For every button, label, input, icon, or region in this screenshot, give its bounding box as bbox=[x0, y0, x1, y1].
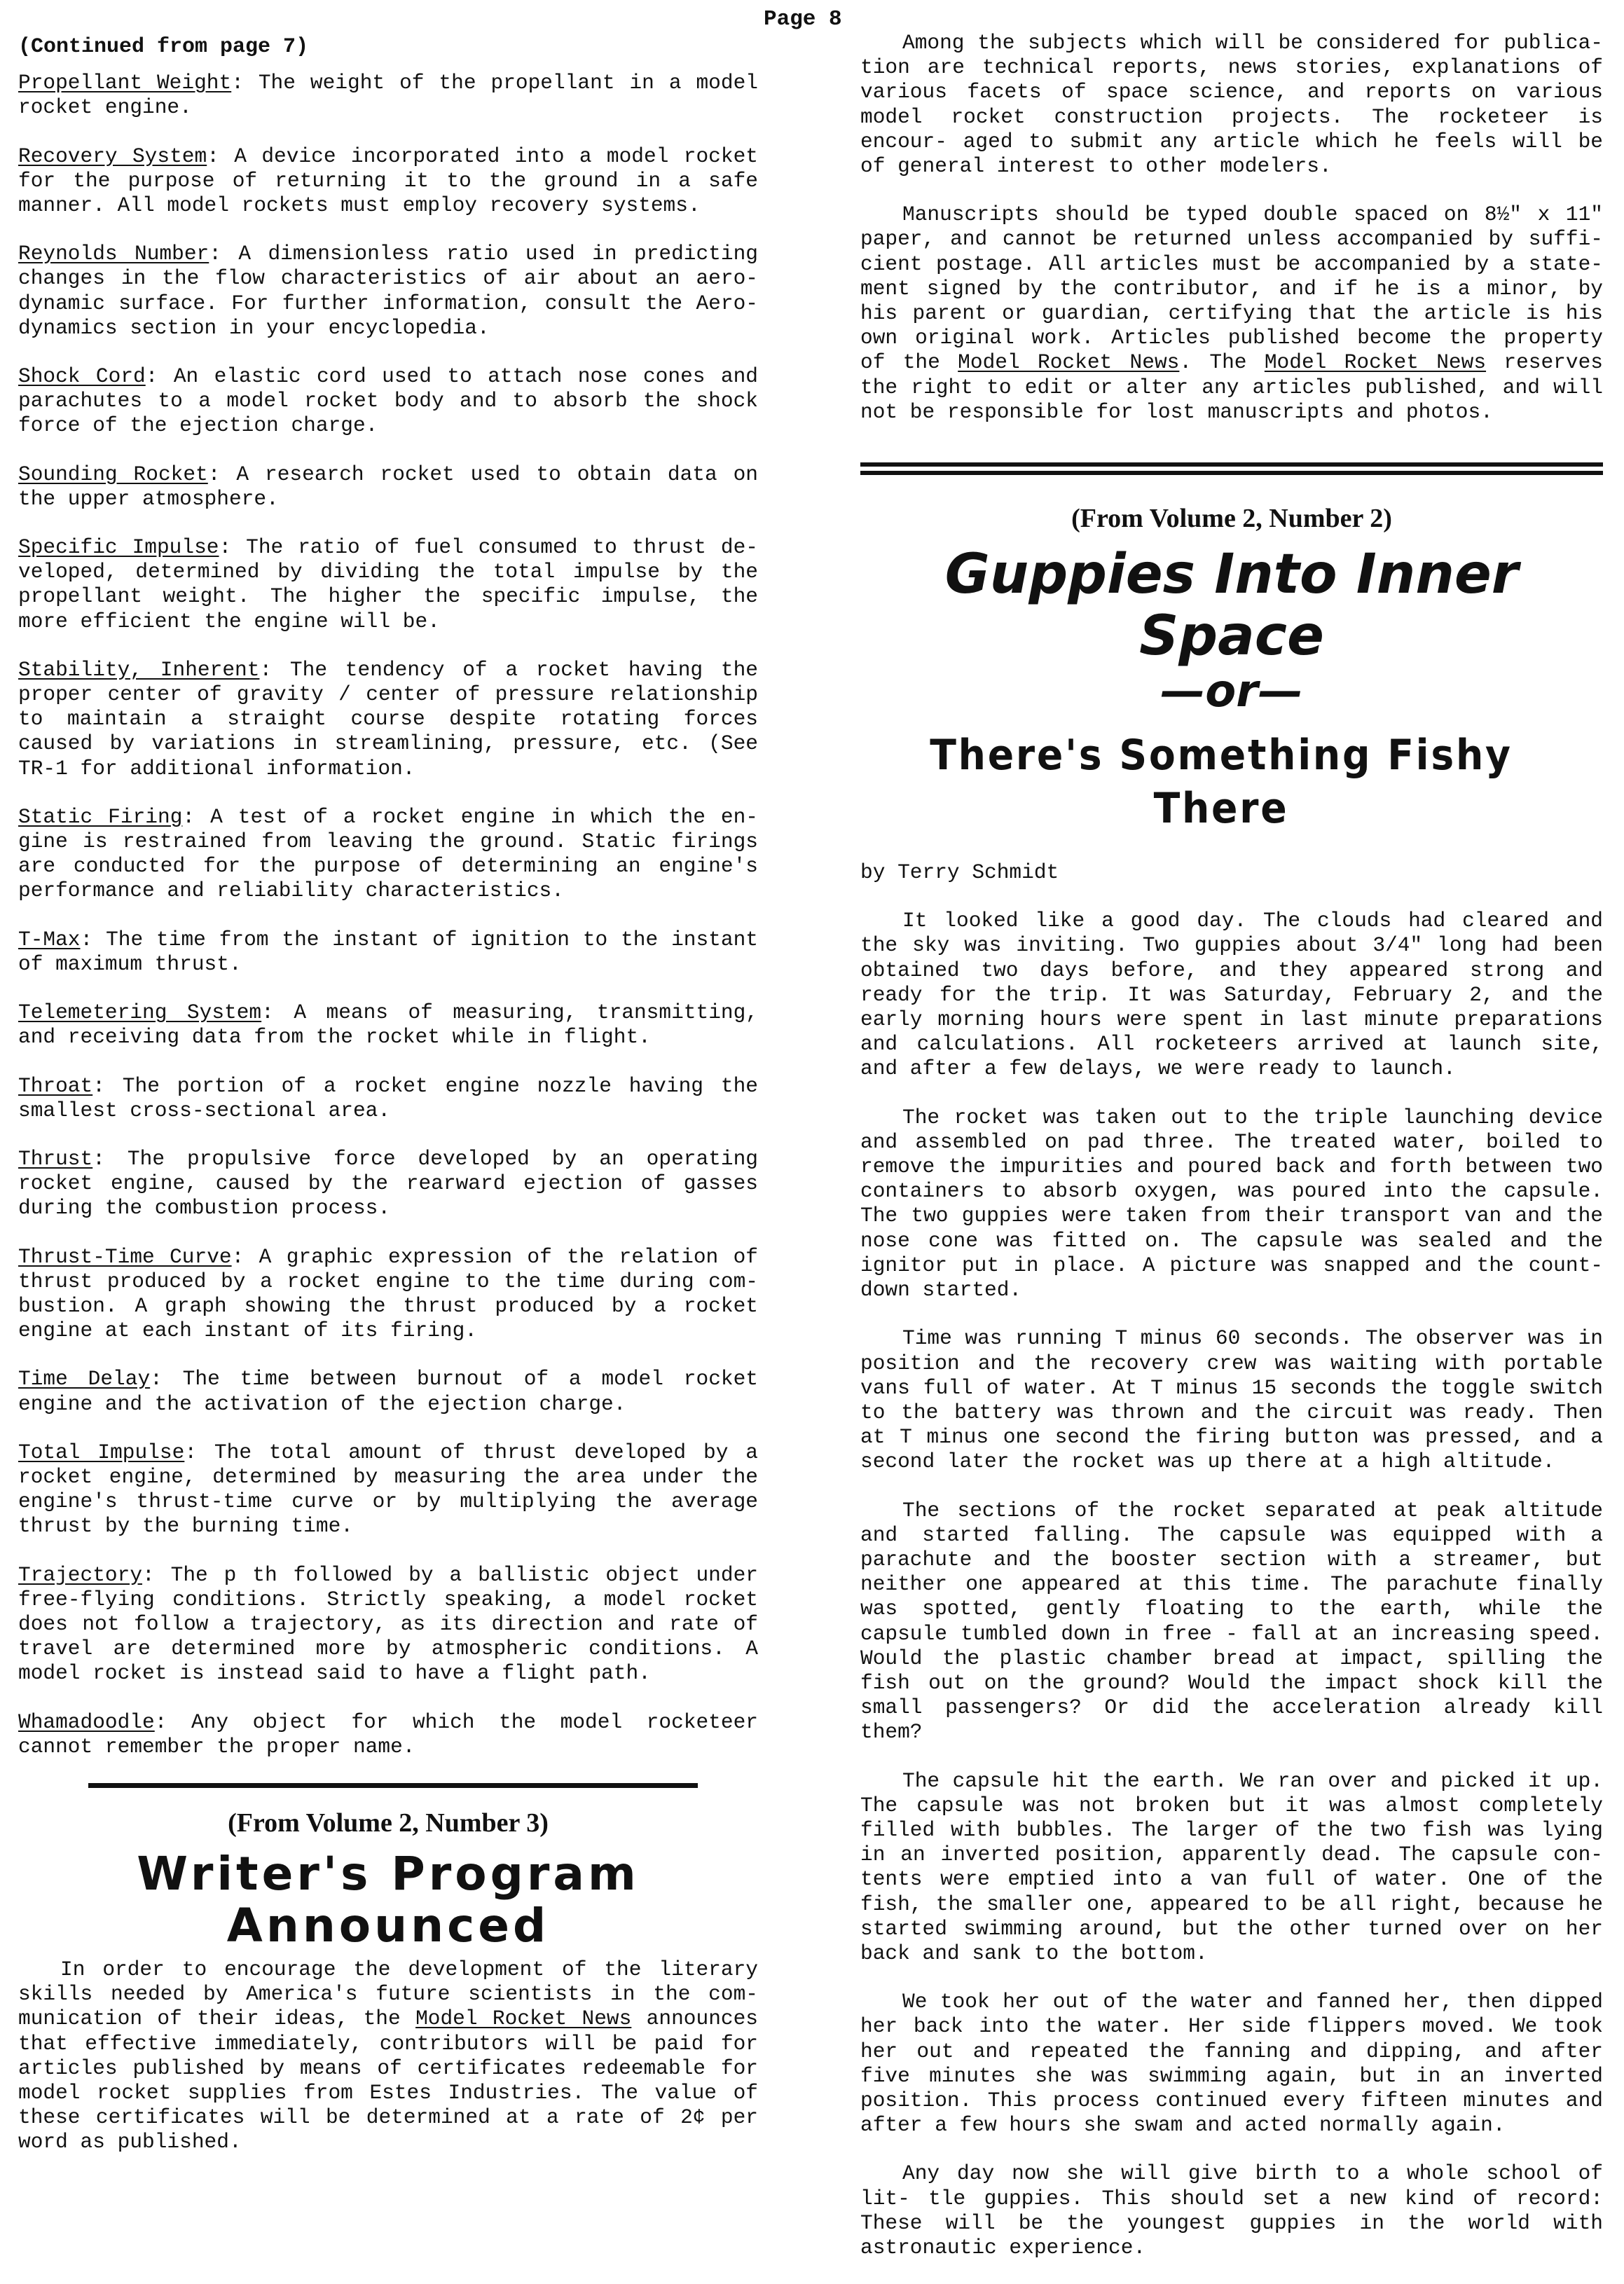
p2-text-c: reserves the right to edit or alter any articles published, and will not be responsible for lost manuscripts and photos. bbox=[860, 350, 1603, 424]
glossary-entry bbox=[18, 1000, 758, 1050]
glossary-term: Trajectory bbox=[18, 1562, 143, 1587]
guppies-subtitle: There's Something Fishy There bbox=[930, 731, 1513, 834]
glossary-definition: : A dimensionless ratio used in predicting changes in the flow characteristics of air about an aero- dynamic surface. For further information, consult the Aero- dynamics section in your encyclopedia. bbox=[18, 242, 758, 340]
glossary-term: Specific Impulse bbox=[18, 535, 219, 560]
writers-program-title bbox=[18, 1848, 758, 1952]
glossary-definition: : A test of a rocket engine in which the en- gine is restrained from leaving the ground. Static firings are conducted for the purpose of determining an engine's performance and reliability characteristics. bbox=[18, 804, 758, 903]
story-paragraph: The rocket was taken out to the triple launching device and assembled on pad three. The treated water, boiled to remove the impurities and poured back and forth between two containers to absorb oxygen, was poured into the capsule. The two guppies were taken from their transport van and the nose cone was fitted on. The capsule was sealed and the ignitor put in place. A picture was snapped and the count- down started. bbox=[860, 1105, 1603, 1302]
glossary-list bbox=[18, 71, 758, 1759]
writers-program-title-line1: Writer's Program bbox=[137, 1846, 640, 1901]
glossary-entry bbox=[18, 1147, 758, 1221]
writers-program-source: (From Volume 2, Number 3) bbox=[228, 1808, 549, 1838]
guppies-title: Guppies Into Inner Space bbox=[944, 543, 1519, 668]
glossary-definition: : The tendency of a rocket having the proper center of gravity / center of pressure relationship to maintain a straight course despite rotating forces caused by variations in streamlining, pressure, etc. (See TR-1 for additional information. bbox=[18, 657, 758, 780]
byline: by Terry Schmidt bbox=[860, 860, 1059, 885]
glossary-definition: : Any object for which the model rocketeer cannot remember the proper name. bbox=[18, 1709, 758, 1759]
story-paragraph: It looked like a good day. The clouds had cleared and the sky was inviting. Two guppies about 3/4" long had been obtained two days before, and they appeared strong and ready for the trip. It was Saturday, February 2, and the early morning hours were spent in last minute preparations and calculations. All rocketeers arrived at launch site, and after a few delays, we were ready to launch. bbox=[860, 909, 1603, 1081]
glossary-definition: : A research rocket used to obtain data on the upper atmosphere. bbox=[18, 462, 758, 511]
right-column bbox=[860, 31, 1603, 2284]
glossary-entry bbox=[18, 928, 758, 977]
publication-name: Model Rocket News bbox=[1264, 350, 1487, 375]
glossary-term: Telemetering System bbox=[18, 1000, 262, 1025]
glossary-entry bbox=[18, 1074, 758, 1123]
story-paragraph: We took her out of the water and fanned her, then dipped her back into the water. Her side flippers moved. We took her out and repeated the fanning and dipping, and after five minutes she was swimming again, but in an inverted position. This process continued every fifteen minutes and after a few hours she swam and acted normally again. bbox=[860, 1990, 1603, 2138]
story-paragraph: The sections of the rocket separated at peak altitude and started falling. The capsule was equipped with a parachute and the booster section with a streamer, but neither one appeared at this time. The parachute finally was spotted, gently floating to the earth, while the capsule tumbled down in free - fall at an increasing speed. Would the plastic chamber bread at impact, spilling the fish out on the ground? Would the impact shock kill the small passengers? Or did the acceleration already kill them? bbox=[860, 1498, 1603, 1745]
glossary-term: Stability, Inherent bbox=[18, 657, 260, 682]
glossary-term: Whamadoodle bbox=[18, 1709, 155, 1734]
glossary-definition: : The weight of the propellant in a model rocket engine. bbox=[18, 71, 758, 120]
writers-program-paragraph bbox=[18, 1958, 758, 2155]
glossary-term: Time Delay bbox=[18, 1367, 151, 1391]
guppies-or: —or— bbox=[1160, 666, 1303, 718]
glossary-term: Recovery System bbox=[18, 144, 207, 168]
glossary-entry bbox=[18, 805, 758, 904]
glossary-definition: : The ratio of fuel consumed to thrust de- veloped, determined by dividing the total impulse by the propellant weight. The higher the specific impulse, the more efficient the engine will be. bbox=[18, 535, 758, 633]
glossary-term: Thrust bbox=[18, 1146, 93, 1171]
glossary-definition: : The time from the instant of ignition to the instant of maximum thrust. bbox=[18, 927, 758, 976]
glossary-entry bbox=[18, 71, 758, 120]
guppies-story bbox=[860, 909, 1603, 2260]
glossary-definition: : The p th followed by a ballistic object under free-flying conditions. Strictly speaking, a model rocket does not follow a trajectory, as its direction and rate of travel are determined more by atmospheric conditions. A model rocket is instead said to have a flight path. bbox=[18, 1562, 758, 1686]
glossary-term: Total Impulse bbox=[18, 1440, 185, 1464]
glossary-term: T-Max bbox=[18, 927, 81, 951]
publication-name: Model Rocket News bbox=[415, 2007, 632, 2031]
glossary-entry bbox=[18, 1563, 758, 1686]
writers-program-continued-p2 bbox=[860, 202, 1603, 425]
glossary-entry bbox=[18, 462, 758, 511]
glossary-entry bbox=[18, 364, 758, 439]
glossary-term: Sounding Rocket bbox=[18, 462, 208, 486]
glossary-definition: : The propulsive force developed by an operating rocket engine, caused by the rearward ejection of gasses during the combustion process. bbox=[18, 1146, 758, 1220]
page-number: Page 8 bbox=[764, 7, 842, 32]
section-divider bbox=[88, 1783, 698, 1788]
double-divider bbox=[860, 462, 1603, 475]
publication-name: Model Rocket News bbox=[958, 350, 1180, 375]
glossary-term: Reynolds Number bbox=[18, 242, 209, 266]
glossary-definition: : The total amount of thrust developed by a rocket engine, determined by measuring the area under the engine's thrust-time curve or by multiplying the average thrust by the burning time. bbox=[18, 1440, 758, 1539]
glossary-entry bbox=[18, 658, 758, 781]
glossary-term: Thrust-Time Curve bbox=[18, 1244, 232, 1269]
glossary-definition: : The portion of a rocket engine nozzle having the smallest cross-sectional area. bbox=[18, 1073, 758, 1122]
glossary-definition: : A graphic expression of the relation of thrust produced by a rocket engine to the time during com- bustion. A graph showing the thrust produced by a rocket engine at each instant of its firing. bbox=[18, 1244, 758, 1343]
glossary-term: Propellant Weight bbox=[18, 71, 232, 95]
glossary-entry bbox=[18, 144, 758, 219]
story-paragraph: Any day now she will give birth to a whole school of lit- tle guppies. This should set a new kind of record: These will be the youngest guppies in the world with astronautic experience. bbox=[860, 2161, 1603, 2259]
glossary-entry bbox=[18, 1440, 758, 1539]
glossary-definition: : The time between burnout of a model rocket engine and the activation of the ejection charge. bbox=[18, 1367, 758, 1416]
p2-text-a: Manuscripts should be typed double spaced on 8½" x 11" paper, and cannot be returned unless accompanied by suffi- cient postage. All articles must be accompanied by a state- ment signed by the contributor, and if he is a minor, by his parent or guardian, certifying that the article is his own original work. Articles published become the property of the bbox=[860, 202, 1603, 375]
story-paragraph: The capsule hit the earth. We ran over and picked it up. The capsule was not broken but it was almost completely filled with bubbles. The larger of the two fish was lying in an inverted position, apparently dead. The capsule con- tents were emptied into a van full of water. One of the fish, the smaller one, appeared to be all right, because he started swimming around, but the other turned over on her back and sank to the bottom. bbox=[860, 1768, 1603, 1965]
glossary-term: Throat bbox=[18, 1073, 93, 1098]
writers-text-b: announces that effective immediately, contributors will be paid for articles published by means of certificates redeemable for model rocket supplies from Estes Industries. The value of these certificates will be determined at a rate of 2¢ per word as published. bbox=[18, 2007, 759, 2154]
glossary-definition: : A means of measuring, transmitting, and receiving data from the rocket while in flight. bbox=[18, 1000, 759, 1050]
glossary-entry bbox=[18, 535, 758, 634]
left-column bbox=[18, 35, 758, 2155]
glossary-entry bbox=[18, 1367, 758, 1416]
glossary-definition: : An elastic cord used to attach nose cones and parachutes to a model rocket body and to absorb the shock force of the ejection charge. bbox=[18, 364, 758, 438]
continued-note: (Continued from page 7) bbox=[18, 35, 309, 59]
glossary-definition: : A device incorporated into a model rocket for the purpose of returning it to the ground in a safe manner. All model rockets must employ recovery systems. bbox=[18, 144, 758, 218]
glossary-entry bbox=[18, 1245, 758, 1344]
story-paragraph: Time was running T minus 60 seconds. The observer was in position and the recovery crew was waiting with portable vans full of water. At T minus 15 seconds the toggle switch to the battery was thrown and the circuit was ready. Then at T minus one second the firing button was pressed, and a second later the rocket was up there at a high altitude. bbox=[860, 1326, 1603, 1474]
glossary-term: Shock Cord bbox=[18, 364, 146, 389]
writers-text-a: In order to encourage the development of the literary skills needed by America's future scientists in the com- munication of their ideas, the bbox=[18, 1957, 758, 2031]
glossary-term: Static Firing bbox=[18, 804, 183, 829]
glossary-entry bbox=[18, 242, 758, 340]
writers-program-title-line2: Announced bbox=[226, 1898, 550, 1953]
guppies-source: (From Volume 2, Number 2) bbox=[1071, 504, 1392, 534]
p2-text-b: . The bbox=[1179, 350, 1265, 375]
writers-program-continued-p1: Among the subjects which will be considered for publica- tion are technical reports, news stories, explanations of various facets of space science, and reports on various model rocket construction projects. The rocketeer is encour- aged to submit any article which he feels will be of general interest to other modelers. bbox=[860, 31, 1603, 179]
glossary-entry bbox=[18, 1710, 758, 1759]
